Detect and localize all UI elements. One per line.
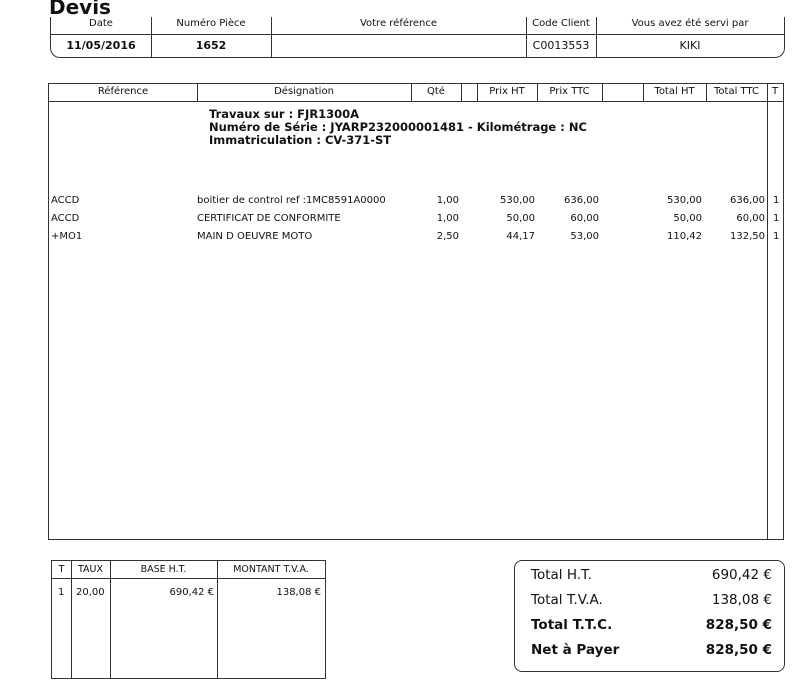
total-ttc-line bbox=[531, 617, 772, 641]
row-total-ht: 530,00 bbox=[667, 195, 702, 206]
table-row bbox=[49, 231, 783, 247]
divider bbox=[52, 578, 325, 579]
divider bbox=[602, 84, 603, 101]
items-table bbox=[48, 83, 784, 540]
row-total-ttc: 132,50 bbox=[730, 231, 765, 242]
row-prix-ttc: 53,00 bbox=[570, 231, 599, 242]
row-designation: CERTIFICAT DE CONFORMITE bbox=[197, 213, 341, 224]
table-row bbox=[49, 213, 783, 229]
col-total-ht: Total HT bbox=[654, 86, 695, 97]
total-ttc-value: 828,50 € bbox=[705, 617, 772, 633]
row-prix-ht: 44,17 bbox=[506, 231, 535, 242]
vat-row-taux: 20,00 bbox=[76, 587, 105, 598]
row-qte: 2,50 bbox=[436, 231, 459, 242]
served-by-value: KIKI bbox=[679, 39, 701, 52]
col-qte: Qté bbox=[427, 86, 445, 97]
row-qte: 1,00 bbox=[436, 195, 459, 206]
col-designation: Désignation bbox=[274, 86, 334, 97]
piece-value: 1652 bbox=[195, 39, 227, 52]
header-info-box bbox=[50, 17, 785, 58]
row-prix-ht: 530,00 bbox=[500, 195, 535, 206]
net-a-payer-label: Net à Payer bbox=[531, 642, 620, 658]
divider bbox=[110, 561, 111, 678]
total-ht-line bbox=[531, 567, 772, 591]
divider bbox=[71, 561, 72, 678]
vat-row-base: 690,42 € bbox=[169, 587, 214, 598]
col-reference: Référence bbox=[97, 86, 149, 97]
col-prix-ttc: Prix TTC bbox=[549, 86, 590, 97]
row-prix-ttc: 60,00 bbox=[570, 213, 599, 224]
net-a-payer-line bbox=[531, 642, 772, 666]
row-t: 1 bbox=[773, 195, 780, 206]
served-by-label: Vous avez été servi par bbox=[631, 18, 749, 29]
piece-label: Numéro Pièce bbox=[176, 18, 246, 29]
col-prix-ht: Prix HT bbox=[489, 86, 525, 97]
date-label: Date bbox=[89, 18, 113, 29]
row-designation: MAIN D OEUVRE MOTO bbox=[197, 231, 313, 242]
vat-table bbox=[51, 560, 326, 679]
table-row bbox=[49, 195, 783, 211]
divider bbox=[767, 84, 768, 539]
vat-col-montant: MONTANT T.V.A. bbox=[233, 564, 309, 575]
vehicle-registration: Immatriculation : CV-371-ST bbox=[209, 133, 392, 147]
row-reference: +MO1 bbox=[51, 231, 83, 242]
client-code-value: C0013553 bbox=[532, 39, 590, 52]
total-tva-line bbox=[531, 592, 772, 616]
client-code-label: Code Client bbox=[532, 18, 590, 29]
row-total-ht: 50,00 bbox=[673, 213, 702, 224]
total-tva-label: Total T.V.A. bbox=[531, 592, 603, 608]
vat-col-t: T bbox=[58, 564, 65, 575]
vehicle-model: Travaux sur : FJR1300A bbox=[209, 107, 360, 121]
header-divider bbox=[49, 101, 783, 102]
total-ht-value: 690,42 € bbox=[711, 567, 772, 583]
totals-box bbox=[514, 560, 785, 672]
date-value: 11/05/2016 bbox=[66, 39, 136, 52]
total-ttc-label: Total T.T.C. bbox=[531, 617, 613, 633]
vat-col-base: BASE H.T. bbox=[140, 564, 187, 575]
document-title: Devis bbox=[49, 0, 111, 19]
total-ht-label: Total H.T. bbox=[531, 567, 592, 583]
divider bbox=[461, 84, 462, 101]
col-total-ttc: Total TTC bbox=[714, 86, 759, 97]
reference-label: Votre référence bbox=[359, 18, 438, 29]
divider bbox=[51, 34, 784, 35]
row-designation: boitier de control ref :1MC8591A0000 bbox=[197, 195, 386, 206]
row-qte: 1,00 bbox=[436, 213, 459, 224]
row-reference: ACCD bbox=[51, 195, 80, 206]
vehicle-info bbox=[209, 108, 587, 147]
row-reference: ACCD bbox=[51, 213, 80, 224]
row-prix-ttc: 636,00 bbox=[564, 195, 599, 206]
row-total-ht: 110,42 bbox=[667, 231, 702, 242]
col-t: T bbox=[771, 86, 779, 97]
total-tva-value: 138,08 € bbox=[711, 592, 772, 608]
row-t: 1 bbox=[773, 213, 780, 224]
row-total-ttc: 60,00 bbox=[736, 213, 765, 224]
vat-row-montant: 138,08 € bbox=[276, 587, 321, 598]
net-a-payer-value: 828,50 € bbox=[705, 642, 772, 658]
vat-row-t: 1 bbox=[58, 587, 65, 598]
row-t: 1 bbox=[773, 231, 780, 242]
vat-col-taux: TAUX bbox=[77, 564, 104, 575]
divider bbox=[217, 561, 218, 678]
row-prix-ht: 50,00 bbox=[506, 213, 535, 224]
vehicle-serial: Numéro de Série : JYARP232000001481 - Kilométrage : NC bbox=[209, 120, 587, 134]
row-total-ttc: 636,00 bbox=[730, 195, 765, 206]
